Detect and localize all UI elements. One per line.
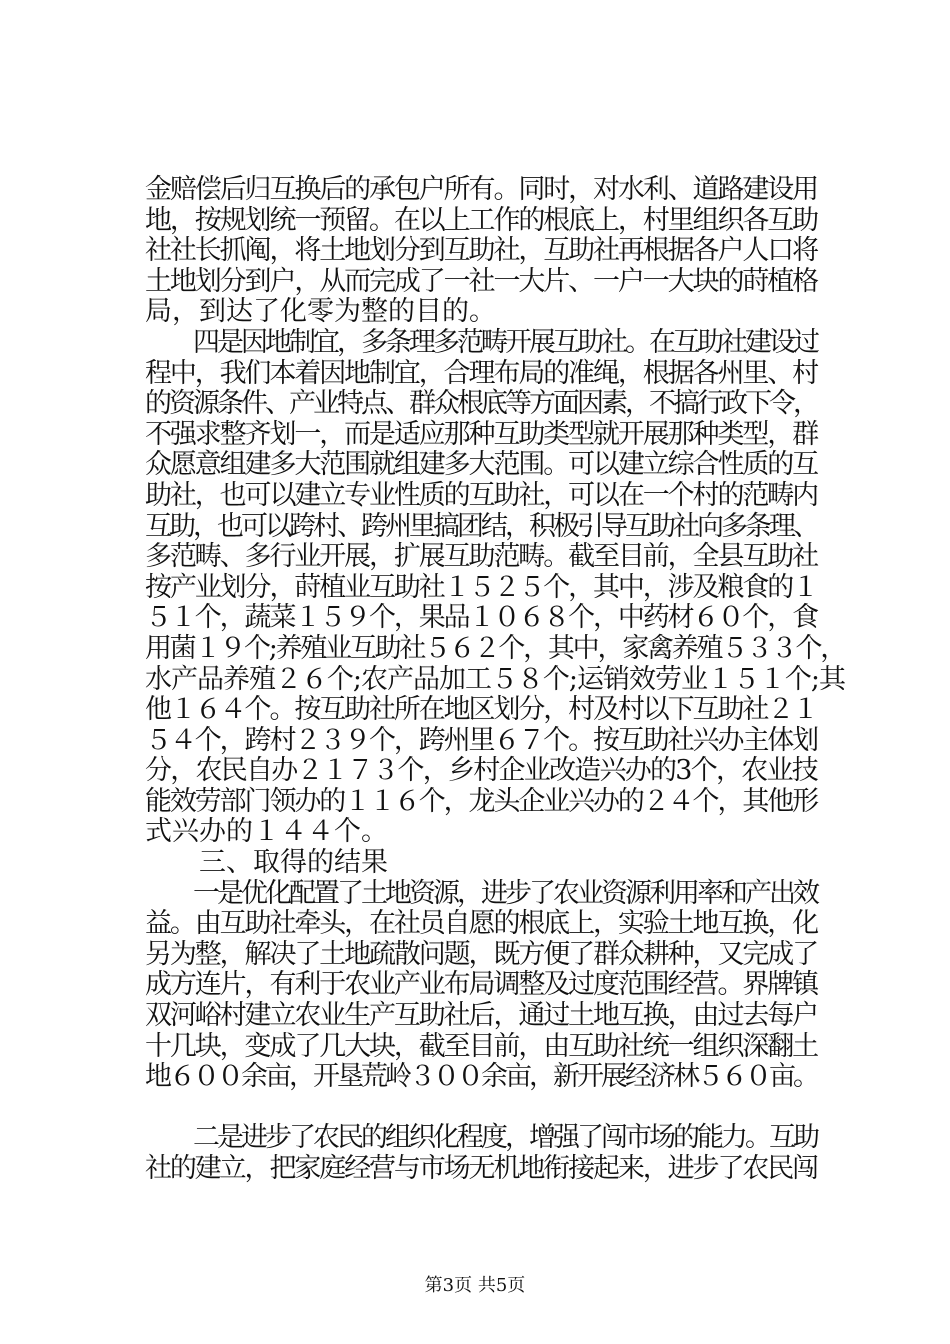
text-line-content: 不强求整齐划一，而是适应那种互助类型就开展那种类型，群: [145, 418, 818, 450]
text-line-content: 另为整，解决了土地疏散问题，既方便了群众耕种，又完成了: [145, 938, 818, 970]
text-line: [145, 267, 817, 298]
text-line: [145, 389, 817, 420]
text-line-content: 四是因地制宜，多条理多范畴开展互助社。在互助社建设过: [145, 326, 817, 358]
text-line: [145, 573, 817, 604]
text-line: [145, 297, 817, 328]
text-line: [145, 787, 817, 818]
text-line-content: 分，农民自办２１７３个，乡村企业改造兴办的3个，农业技: [145, 755, 817, 787]
text-line: [145, 1154, 817, 1185]
text-line: [145, 817, 817, 848]
text-line: [145, 1062, 817, 1093]
text-line-content: 地６００余亩，开垦荒岭３００余亩，新开展经济林５６０亩。: [145, 1061, 817, 1093]
text-line: [145, 1001, 817, 1032]
text-line: [145, 909, 817, 940]
text-line: [145, 512, 817, 543]
text-line-content: 益。由互助社牵头，在社员自愿的根底上，实验土地互换，化: [145, 908, 818, 940]
text-line-content: 水产品养殖２６个;农产品加工５８个;运销效劳业１５１个;其: [145, 663, 845, 695]
text-line-content: 社社长抓阄，将土地划分到互助社，互助社再根据各户人口将: [145, 235, 818, 267]
text-line-content: 他１６４个。按互助社所在地区划分，村及村以下互助社２１: [145, 694, 818, 726]
text-line: [145, 726, 817, 757]
page-footer: 第3页 共5页: [424, 1275, 526, 1296]
text-line-content: 助社，也可以建立专业性质的互助社，可以在一个村的范畴内: [145, 479, 818, 511]
blank-line: [145, 1093, 845, 1124]
text-line-content: 社的建立，把家庭经营与市场无机地衔接起来，进步了农民闯: [145, 1153, 818, 1184]
text-line-content: 局，到达了化零为整的目的。: [145, 296, 496, 328]
text-line-content: 用菌１９个;养殖业互助社５６２个，其中，家禽养殖５３３个，: [145, 632, 845, 664]
text-line: [145, 420, 817, 451]
text-line: [145, 542, 817, 573]
text-line: [145, 1123, 817, 1154]
text-line-content: 金赔偿后归互换后的承包户所有。同时，对水利、道路建设用: [145, 174, 818, 205]
text-line: [145, 328, 817, 359]
text-line: [145, 359, 817, 390]
text-line-content: 众愿意组建多大范围就组建多大范围。可以建立综合性质的互: [145, 449, 818, 481]
text-line: [145, 175, 817, 206]
text-line: [145, 756, 817, 787]
text-line: [145, 206, 817, 237]
text-line-content: 的资源条件、产业特点、群众根底等方面因素，不搞行政下令，: [145, 388, 817, 420]
text-line-content: 双河峪村建立农业生产互助社后，通过土地互换，由过去每户: [145, 1000, 818, 1032]
text-line-content: 二是进步了农民的组织化程度，增强了闯市场的能力。互助: [145, 1122, 817, 1154]
text-line-content: 土地划分到户，从而完成了一社一大片、一户一大块的莳植格: [145, 265, 818, 297]
text-line: [145, 695, 817, 726]
text-line-content: 能效劳部门领办的１１６个，龙头企业兴办的２４个，其他形: [145, 785, 818, 817]
text-line-content: 多范畴、多行业开展，扩展互助范畴。截至目前，全县互助社: [145, 541, 818, 573]
text-line-content: 地，按规划统一预留。在以上工作的根底上，村里组织各互助: [145, 204, 818, 236]
text-line-content: 互助，也可以跨村、跨州里搞团结，积极引导互助社向多条理、: [145, 510, 817, 542]
text-line: [145, 632, 845, 665]
document-body: [145, 175, 845, 1185]
text-line: [145, 481, 817, 512]
text-line: [145, 940, 817, 971]
text-line-content: 式兴办的１４４个。: [145, 816, 388, 848]
text-line-content: 一是优化配置了土地资源，进步了农业资源利用率和产出效: [145, 877, 817, 909]
text-line: [145, 236, 817, 267]
text-line-content: 成方连片，有利于农业产业布局调整及过度范围经营。界牌镇: [145, 969, 818, 1001]
text-line-content: 十几块，变成了几大块，截至目前，由互助社统一组织深翻土: [145, 1030, 818, 1062]
text-line-content: 按产业划分，莳植业互助社１５２５个，其中，涉及粮食的１: [145, 571, 818, 603]
text-line: [145, 879, 817, 910]
text-line-content: ５４个，跨村２３９个，跨州里６７个。按互助社兴办主体划: [145, 724, 818, 756]
text-line: [145, 1032, 817, 1063]
text-line: [145, 603, 817, 634]
text-line: [145, 450, 817, 481]
text-line: [145, 970, 817, 1001]
text-line-content: 三、取得的结果: [145, 847, 388, 879]
text-line: [145, 848, 817, 879]
text-line: [145, 663, 845, 696]
text-line-content: ５１个，蔬菜１５９个，果品１０６８个，中药材６０个，食: [145, 602, 818, 634]
text-line-content: 程中，我们本着因地制宜，合理布局的准绳，根据各州里、村: [145, 357, 818, 389]
